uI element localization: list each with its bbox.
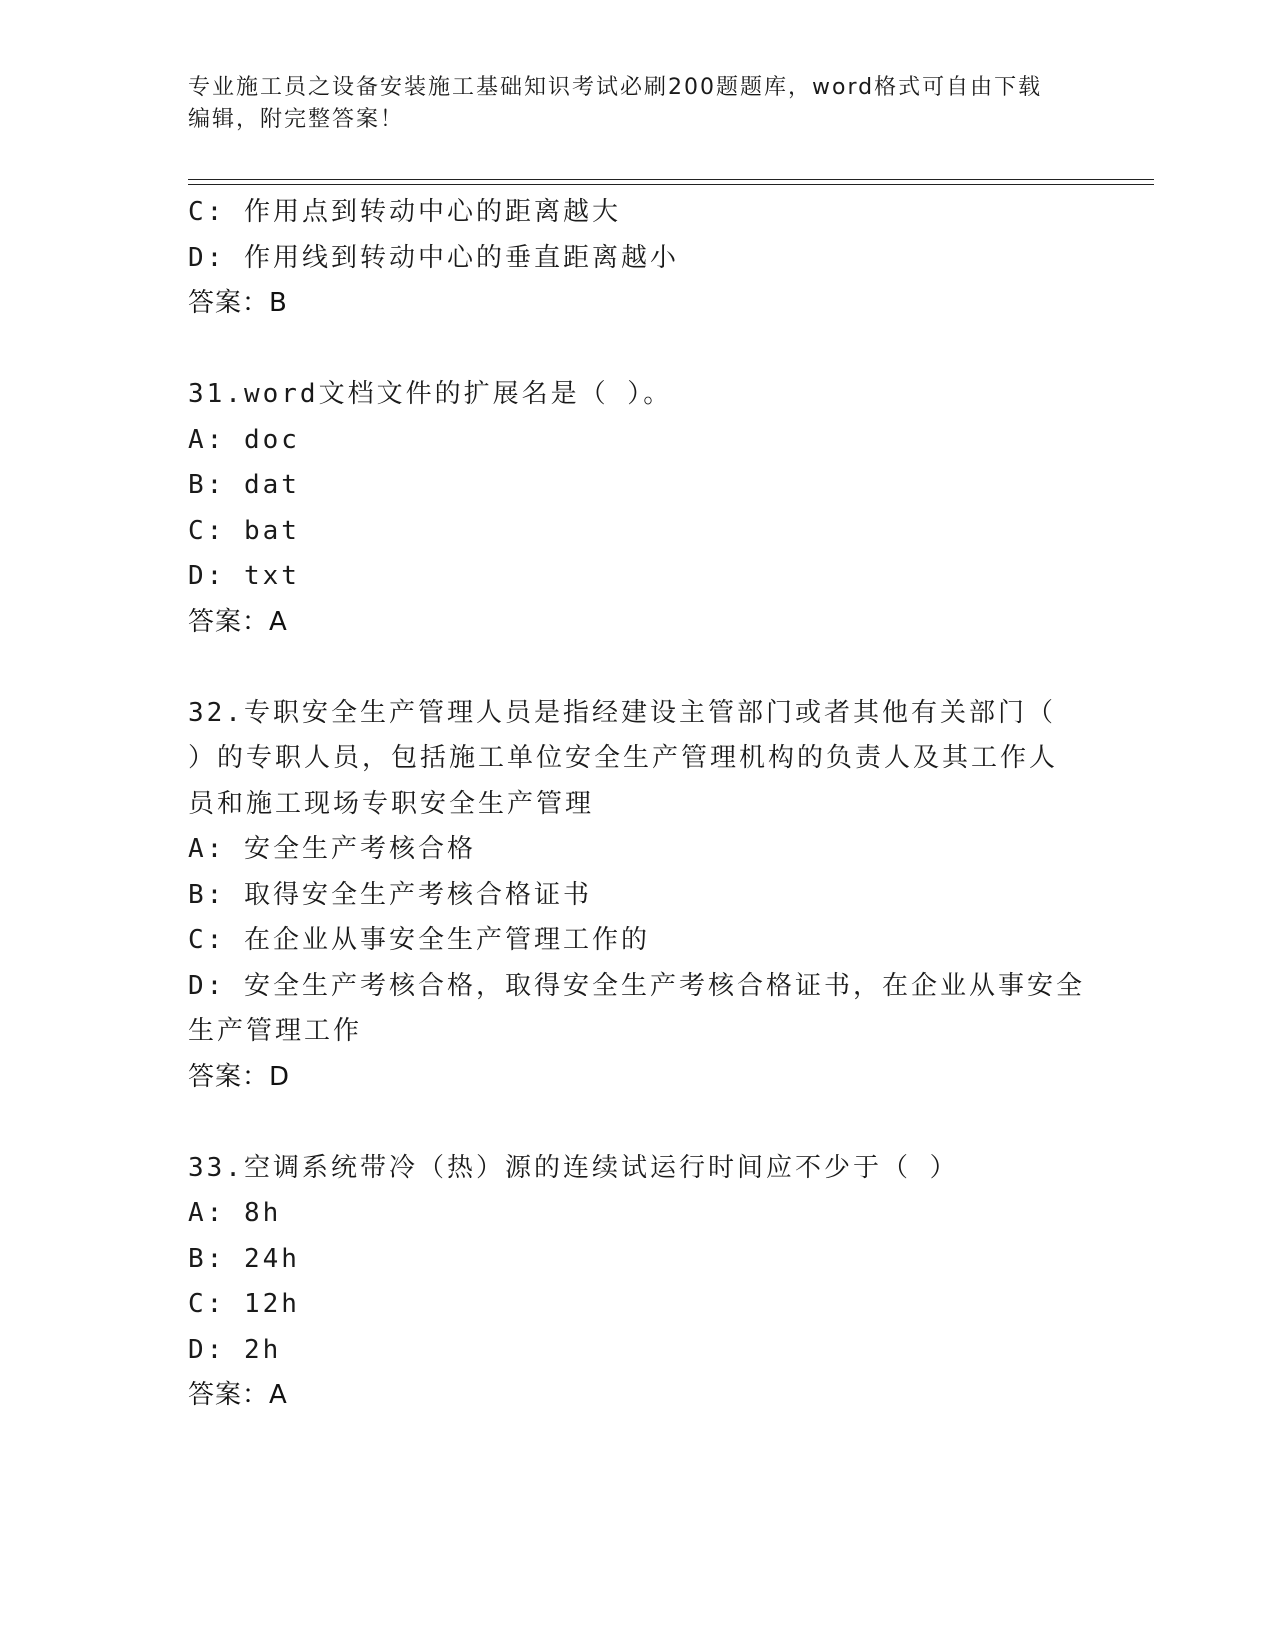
option-c: C: 作用点到转动中心的距离越大 <box>188 197 621 227</box>
answer-line: 答案：B <box>188 288 288 318</box>
previous-question-block <box>188 190 1088 327</box>
header-line-2: 编辑，附完整答案！ <box>188 107 405 132</box>
option-d-continued: 生产管理工作 <box>188 1016 363 1046</box>
header-divider-top <box>188 179 1154 180</box>
document-header <box>188 72 1088 136</box>
option-a: A: 安全生产考核合格 <box>188 834 476 864</box>
option-c: C: 在企业从事安全生产管理工作的 <box>188 925 650 955</box>
spacer <box>188 327 1088 373</box>
option-d: D: 安全生产考核合格，取得安全生产考核合格证书，在企业从事安全 <box>188 970 1085 1001</box>
answer-line: 答案：A <box>188 606 288 637</box>
question-block-31 <box>188 372 1088 645</box>
option-c: C: bat <box>188 515 300 546</box>
answer-line: 答案：D <box>188 1061 291 1092</box>
option-a: A: doc <box>188 424 300 455</box>
spacer <box>188 1100 1088 1146</box>
question-content <box>188 190 1088 1419</box>
question-stem: 33.空调系统带冷（热）源的连续试运行时间应不少于（ ） <box>188 1152 959 1183</box>
question-block-33 <box>188 1146 1088 1419</box>
spacer <box>188 645 1088 691</box>
option-c: C: 12h <box>188 1289 300 1319</box>
question-block-32 <box>188 691 1088 1101</box>
option-d: D: txt <box>188 561 300 591</box>
option-d: D: 作用线到转动中心的垂直距离越小 <box>188 242 679 273</box>
header-divider-bottom <box>188 184 1154 185</box>
option-b: B: 取得安全生产考核合格证书 <box>188 879 592 910</box>
header-line-1: 专业施工员之设备安装施工基础知识考试必刷200题题库，word格式可自由下载 <box>188 75 1043 100</box>
question-stem: ）的专职人员，包括施工单位安全生产管理机构的负责人及其工作人 <box>188 743 1059 773</box>
option-d: D: 2h <box>188 1334 282 1365</box>
option-a: A: 8h <box>188 1198 282 1228</box>
option-b: B: 24h <box>188 1243 300 1274</box>
option-b: B: dat <box>188 470 300 500</box>
question-stem: 员和施工现场专职安全生产管理 <box>188 788 595 819</box>
question-stem: 32.专职安全生产管理人员是指经建设主管部门或者其他有关部门（ <box>188 697 1056 728</box>
answer-line: 答案：A <box>188 1380 288 1410</box>
question-stem: 31.word文档文件的扩展名是（ ）。 <box>188 379 673 409</box>
